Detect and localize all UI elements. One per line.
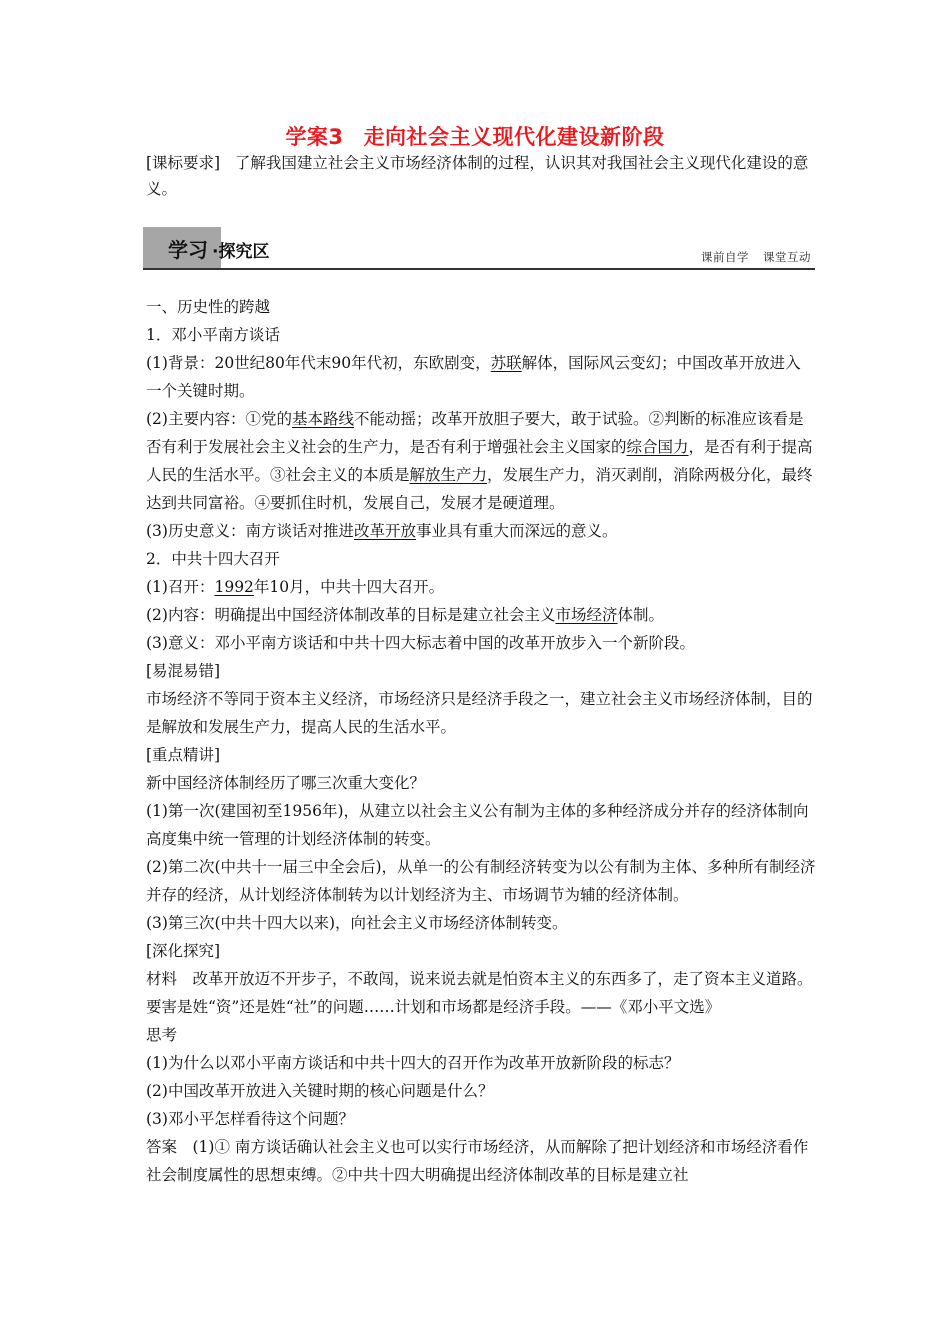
underlined-term: 苏联 [490, 354, 522, 372]
text-span: (1)背景：20世纪80年代末90年代初，东欧剧变， [146, 354, 491, 372]
paragraph-meaning: (3)意义：邓小平南方谈话和中共十四大标志着中国的改革开放步入一个新阶段。 [146, 634, 695, 652]
confusion-text: 市场经济不等同于资本主义经济，市场经济只是经济手段之一，建立社会主义市场经济体制，目的是解放和发展生产力，提高人民的生活水平。 [146, 690, 813, 736]
answer-text: 答案 (1)① 南方谈话确认社会主义也可以实行市场经济，从而解除了把计划经济和市场经济看作社会制度属性的思想束缚。②中共十四大明确提出经济体制改革的目标是建立社 [146, 1138, 809, 1184]
lesson-title [0, 124, 950, 150]
key-points-tag: [重点精讲] [146, 746, 221, 764]
confusion-tag: [易混易错] [146, 662, 221, 680]
text-span: 解体，国际风云变幻；中国改革开放进入一个关键时期。 [146, 354, 801, 400]
paragraph-convening [146, 573, 816, 601]
banner-main-label: 学习 [168, 238, 208, 262]
requirement-text: 了解我国建立社会主义市场经济体制的过程，认识其对我国社会主义现代化建设的意义。 [146, 154, 809, 198]
main-content [146, 293, 816, 1189]
paragraph-content [146, 601, 816, 629]
underlined-term: 基本路线 [291, 410, 354, 428]
text-span: ，发展生产力，消灭剥削，消除两极分化，最终达到共同富裕。④要抓住时机，发展自己，发展才是硬道理。 [146, 466, 813, 512]
text-span: 体制。 [617, 606, 664, 624]
underlined-term: 市场经济 [555, 606, 618, 624]
key-points-question: 新中国经济体制经历了哪三次重大变化？ [146, 774, 426, 792]
question-2: (2)中国改革开放进入关键时期的核心问题是什么？ [146, 1082, 494, 1100]
text-span: (2)内容：明确提出中国经济体制改革的目标是建立社会主义 [146, 606, 556, 624]
deep-inquiry-tag: [深化探究] [146, 942, 221, 960]
text-span: 年10月，中共十四大召开。 [253, 578, 445, 596]
banner-right-label-2: 课堂互动 [763, 250, 811, 264]
text-span: 事业具有重大而深远的意义。 [415, 522, 618, 540]
key-point-3: (3)第三次(中共十四大以来)，向社会主义市场经济体制转变。 [146, 914, 568, 932]
text-span: 不能动摇；改革开放胆子要大，敢于试验。②判断的标准应该看是否有利于发展社会主义社会的生产力，是否有利于增强社会主义国家的 [146, 410, 804, 456]
material-text: 材料 改革开放迈不开步子，不敢闯，说来说去就是怕资本主义的东西多了，走了资本主义道路。要害是姓“资”还是姓“社”的问题……计划和市场都是经济手段。——《邓小平文选》 [146, 970, 813, 1016]
text-span: ，是否有利于提高人民的生活水平。③社会主义的本质是 [146, 438, 813, 484]
text-span: (2)主要内容：①党的 [146, 410, 292, 428]
banner-title [168, 237, 269, 265]
underlined-term: 1992 [214, 578, 254, 596]
paragraph-main-content [146, 405, 816, 517]
text-span: (3)历史意义：南方谈话对推进 [146, 522, 354, 540]
curriculum-requirement [146, 150, 816, 202]
text-span: (1)召开： [146, 578, 215, 596]
section-banner [143, 227, 815, 271]
underlined-term: 改革开放 [353, 522, 416, 540]
paragraph-significance [146, 517, 816, 545]
lesson-name: 走向社会主义现代化建设新阶段 [363, 125, 665, 149]
subheading-southern-talk: 1．邓小平南方谈话 [146, 326, 280, 344]
subheading-14th-congress: 2．中共十四大召开 [146, 550, 280, 568]
question-1: (1)为什么以邓小平南方谈话和中共十四大的召开作为改革开放新阶段的标志？ [146, 1054, 680, 1072]
question-3: (3)邓小平怎样看待这个问题？ [146, 1110, 354, 1128]
underlined-term: 解放生产力 [409, 466, 488, 484]
banner-right-label-1: 课前自学 [701, 250, 749, 264]
section-heading: 一、历史性的跨越 [146, 298, 271, 316]
think-label: 思考 [146, 1026, 178, 1044]
banner-right-labels [701, 250, 811, 264]
paragraph-background [146, 349, 816, 405]
requirement-tag: [课标要求] [146, 154, 221, 172]
lesson-number: 学案3 [285, 125, 344, 149]
key-point-1: (1)第一次(建国初至1956年)，从建立以社会主义公有制为主体的多种经济成分并存的经济体制向高度集中统一管理的计划经济体制的转变。 [146, 802, 809, 848]
underlined-term: 综合国力 [626, 438, 689, 456]
banner-sub-label: ·探究区 [212, 242, 270, 262]
key-point-2: (2)第二次(中共十一届三中全会后)，从单一的公有制经济转变为以公有制为主体、多种所有制经济并存的经济，从计划经济体制转为以计划经济为主、市场调节为辅的经济体制。 [146, 858, 816, 904]
banner-rule [143, 268, 815, 270]
